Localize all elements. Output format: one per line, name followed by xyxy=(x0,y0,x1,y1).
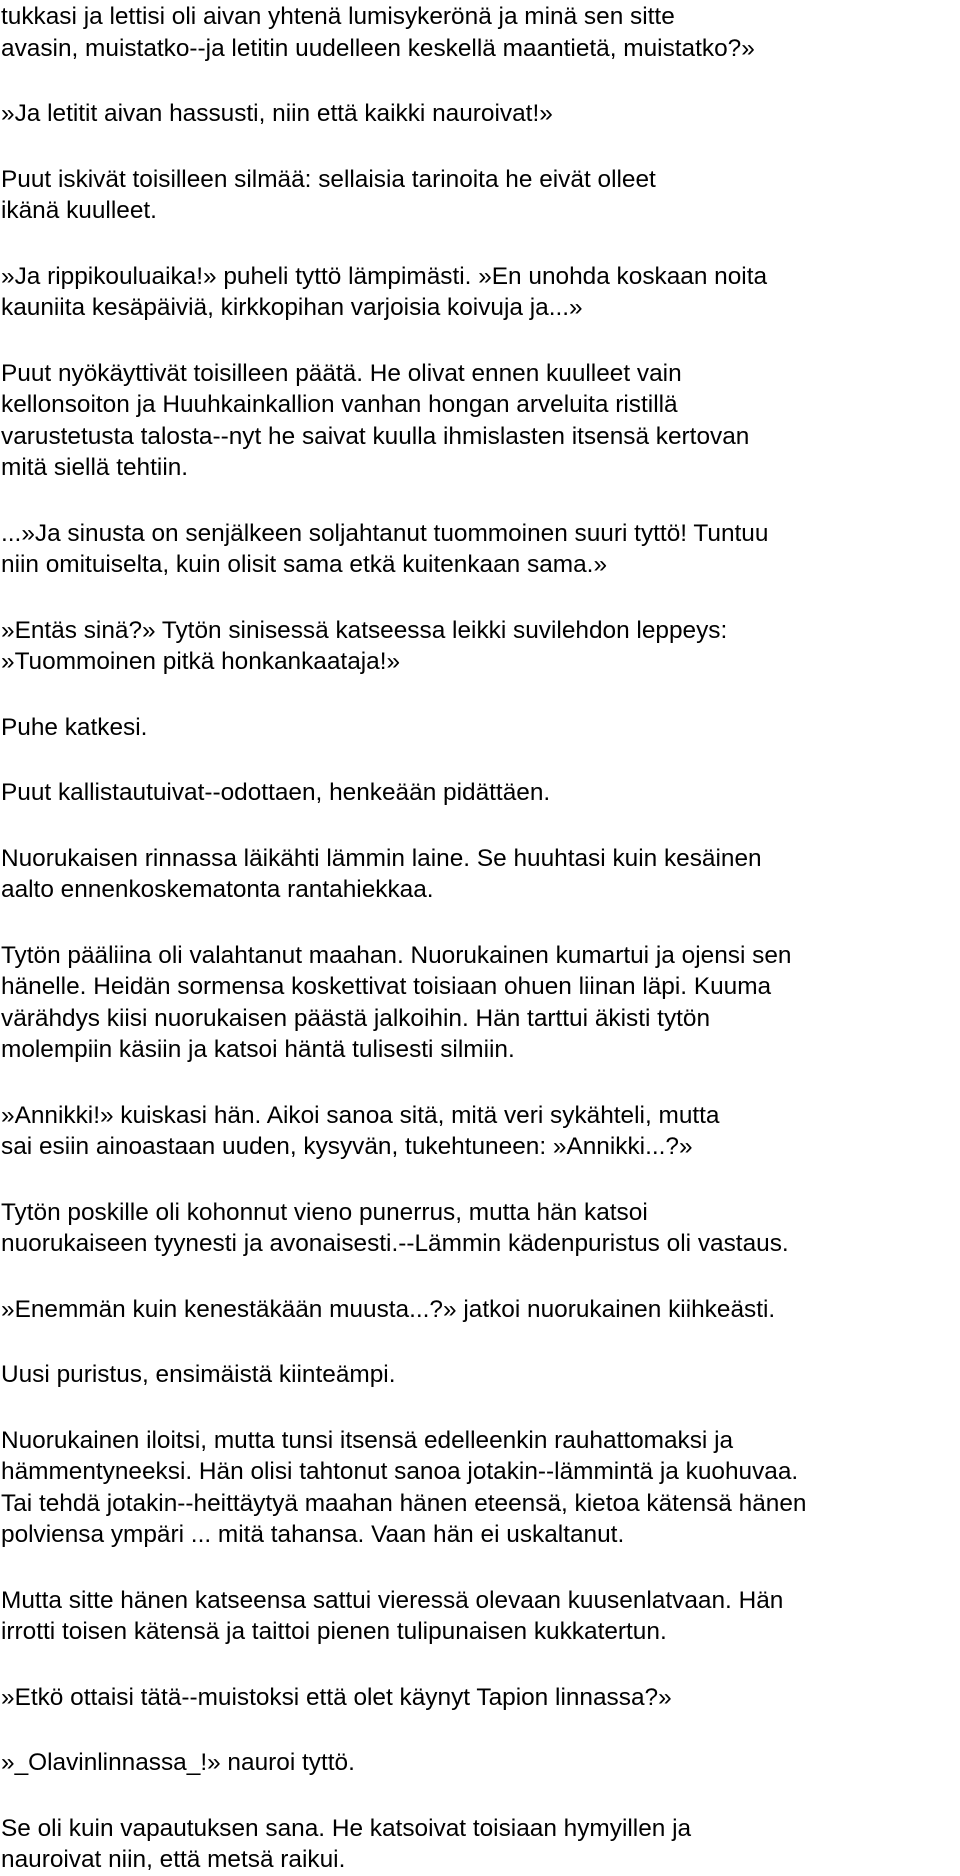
text-line: niin omituiselta, kuin olisit sama etkä kuitenkaan sama.» xyxy=(1,551,608,578)
text-line: Uusi puristus, ensimäistä kiinteämpi. xyxy=(1,1361,396,1388)
text-line: Puhe katkesi. xyxy=(1,713,148,741)
text-line: Se oli kuin vapautuksen sana. He katsoivat toisiaan hymyillen ja xyxy=(1,1814,692,1842)
paragraph xyxy=(1,940,950,1066)
text-line: Mutta sitte hänen katseensa sattui vieressä olevaan kuusenlatvaan. Hän xyxy=(1,1586,784,1614)
paragraph xyxy=(1,1197,950,1260)
text-line: »Etkö ottaisi tätä--muistoksi että olet käynyt Tapion linnassa?» xyxy=(1,1683,672,1711)
paragraph xyxy=(1,1585,950,1648)
text-line: Tytön poskille oli kohonnut vieno punerrus, mutta hän katsoi xyxy=(1,1198,648,1226)
text-line: Puut kallistautuivat--odottaen, henkeään pidättäen. xyxy=(1,779,551,806)
text-line: hämmentyneeksi. Hän olisi tahtonut sanoa jotakin--lämmintä ja kuohuvaa. xyxy=(1,1458,799,1485)
paragraph xyxy=(1,261,950,324)
paragraph xyxy=(1,1359,950,1391)
text-line: Puut nyökäyttivät toisilleen päätä. He olivat ennen kuulleet vain xyxy=(1,359,682,387)
text-line: »_Olavinlinnassa_!» nauroi tyttö. xyxy=(1,1749,355,1776)
text-line: molempiin käsiin ja katsoi häntä tulisesti silmiin. xyxy=(1,1036,515,1063)
text-line: Puut iskivät toisilleen silmää: sellaisia tarinoita he eivät olleet xyxy=(1,165,656,193)
text-line: varustetusta talosta--nyt he saivat kuulla ihmislasten itsensä kertovan xyxy=(1,422,750,450)
text-line: Nuorukaisen rinnassa läikähti lämmin laine. Se huuhtasi kuin kesäinen xyxy=(1,844,762,872)
text-line: tukkasi ja lettisi oli aivan yhtenä lumisykerönä ja minä sen sitte xyxy=(1,3,675,30)
text-line: aalto ennenkoskematonta rantahiekkaa. xyxy=(1,876,434,903)
text-line: nauroivat niin, että metsä raikui. xyxy=(1,1846,346,1873)
paragraph xyxy=(1,712,950,744)
paragraph xyxy=(1,615,950,678)
text-line: sai esiin ainoastaan uuden, kysyvän, tukehtuneen: »Annikki...?» xyxy=(1,1133,693,1160)
paragraph xyxy=(1,1682,950,1714)
paragraph xyxy=(1,358,950,484)
paragraph xyxy=(1,1425,950,1551)
text-line: värähdys kiisi nuorukaisen päästä jalkoihin. Hän tarttui äkisti tytön xyxy=(1,1004,711,1032)
text-line: polviensa ympäri ... mitä tahansa. Vaan hän ei uskaltanut. xyxy=(1,1521,625,1548)
text-line: hänelle. Heidän sormensa koskettivat toisiaan ohuen liinan läpi. Kuuma xyxy=(1,973,772,1000)
paragraph xyxy=(1,164,950,227)
text-line: »Ja rippikouluaika!» puheli tyttö lämpimästi. »En unohda koskaan noita xyxy=(1,262,768,290)
paragraph xyxy=(1,518,950,581)
text-line: avasin, muistatko--ja letitin uudelleen keskellä maantietä, muistatko?» xyxy=(1,34,755,62)
paragraph xyxy=(1,1,950,64)
text-line: »Ja letitit aivan hassusti, niin että kaikki nauroivat!» xyxy=(1,100,553,127)
text-line: kellonsoiton ja Huuhkainkallion vanhan hongan arveluita ristillä xyxy=(1,391,678,418)
text-line: nuorukaiseen tyynesti ja avonaisesti.--Lämmin kädenpuristus oli vastaus. xyxy=(1,1230,789,1257)
text-line: ...»Ja sinusta on senjälkeen soljahtanut tuommoinen suuri tyttö! Tuntuu xyxy=(1,519,769,547)
paragraph xyxy=(1,1813,950,1876)
text-line: irrotti toisen kätensä ja taittoi pienen tulipunaisen kukkatertun. xyxy=(1,1618,667,1645)
paragraph xyxy=(1,1100,950,1163)
text-line: mitä siellä tehtiin. xyxy=(1,454,189,481)
paragraph xyxy=(1,98,950,130)
paragraph xyxy=(1,777,950,809)
text-line: Tytön pääliina oli valahtanut maahan. Nuorukainen kumartui ja ojensi sen xyxy=(1,941,792,969)
paragraph xyxy=(1,1747,950,1779)
text-line: Nuorukainen iloitsi, mutta tunsi itsensä edelleenkin rauhattomaksi ja xyxy=(1,1426,734,1454)
text-line: ikänä kuulleet. xyxy=(1,197,157,224)
text-line: kauniita kesäpäiviä, kirkkopihan varjoisia koivuja ja...» xyxy=(1,294,583,321)
text-line: »Entäs sinä?» Tytön sinisessä katseessa leikki suvilehdon leppeys: xyxy=(1,616,728,644)
text-line: »Annikki!» kuiskasi hän. Aikoi sanoa sitä, mitä veri sykähteli, mutta xyxy=(1,1101,720,1129)
paragraph xyxy=(1,1294,950,1326)
text-line: Tai tehdä jotakin--heittäytyä maahan hänen eteensä, kietoa kätensä hänen xyxy=(1,1489,807,1517)
text-line: »Enemmän kuin kenestäkään muusta...?» jatkoi nuorukainen kiihkeästi. xyxy=(1,1295,776,1323)
text-line: »Tuommoinen pitkä honkankaataja!» xyxy=(1,648,401,675)
paragraph xyxy=(1,843,950,906)
